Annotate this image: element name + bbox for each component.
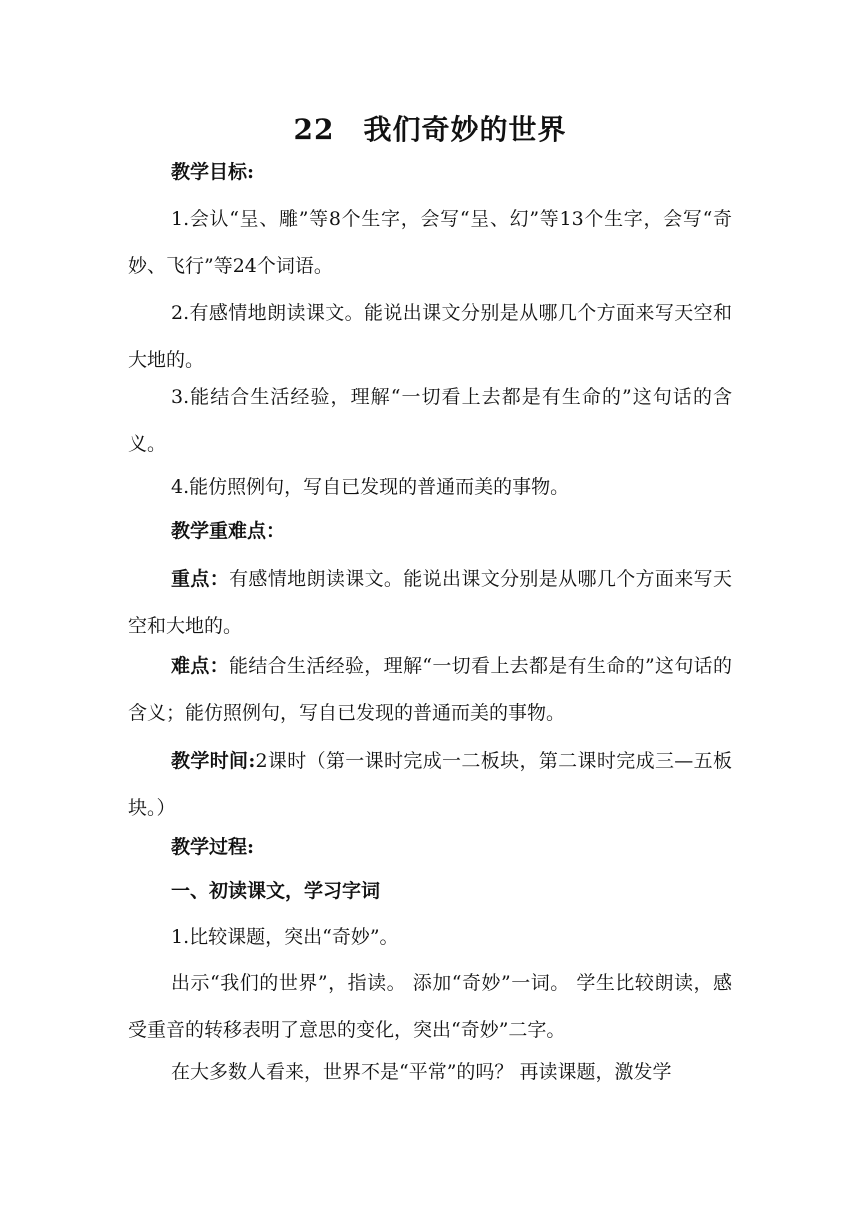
objective-item-4: 4.能仿照例句，写自已发现的普通而美的事物。	[171, 476, 570, 498]
process-heading: 教学过程:	[171, 836, 255, 858]
difficult-point-label: 难点：	[171, 655, 229, 677]
teaching-time-paragraph	[128, 738, 732, 832]
key-point-label: 重点：	[171, 568, 230, 590]
objectives-heading: 教学目标:	[171, 161, 255, 183]
key-point-text: 有感情地朗读课文。能说出课文分别是从哪几个方面来写天空和大地的。	[128, 568, 732, 637]
step-1-paragraph-2: 在大多数人看来，世界不是“平常”的吗？ 再读课题，激发学	[171, 1061, 672, 1083]
teaching-time-text: 2课时（第一课时完成一二板块，第二课时完成三—五板块。）	[128, 750, 733, 819]
keypoints-heading: 教学重难点：	[171, 520, 286, 542]
objective-item-1: 1.会认“呈、雕”等8个生字，会写“呈、幻”等13个生字，会写“奇妙、飞行”等24个词语。	[128, 208, 732, 277]
difficult-point-paragraph	[128, 643, 732, 737]
step-1-paragraph-1: 出示“我们的世界”，指读。 添加“奇妙”一词。 学生比较朗读，感受重音的转移表明了意思的变化，突出“奇妙”二字。	[128, 972, 732, 1041]
key-point-paragraph	[128, 556, 732, 650]
section-1-heading: 一、初读课文，学习字词	[171, 880, 381, 902]
lesson-title: 22 我们奇妙的世界	[293, 113, 567, 146]
objective-item-3: 3.能结合生活经验，理解“一切看上去都是有生命的”这句话的含义。	[128, 386, 732, 455]
objective-item-2: 2.有感情地朗读课文。能说出课文分别是从哪几个方面来写天空和大地的。	[128, 302, 732, 371]
step-1-heading: 1.比较课题，突出“奇妙”。	[171, 926, 399, 948]
teaching-time-label: 教学时间:	[171, 750, 256, 772]
difficult-point-text: 能结合生活经验，理解“一切看上去都是有生命的”这句话的含义；能仿照例句，写自已发现的普通而美的事物。	[128, 655, 732, 724]
